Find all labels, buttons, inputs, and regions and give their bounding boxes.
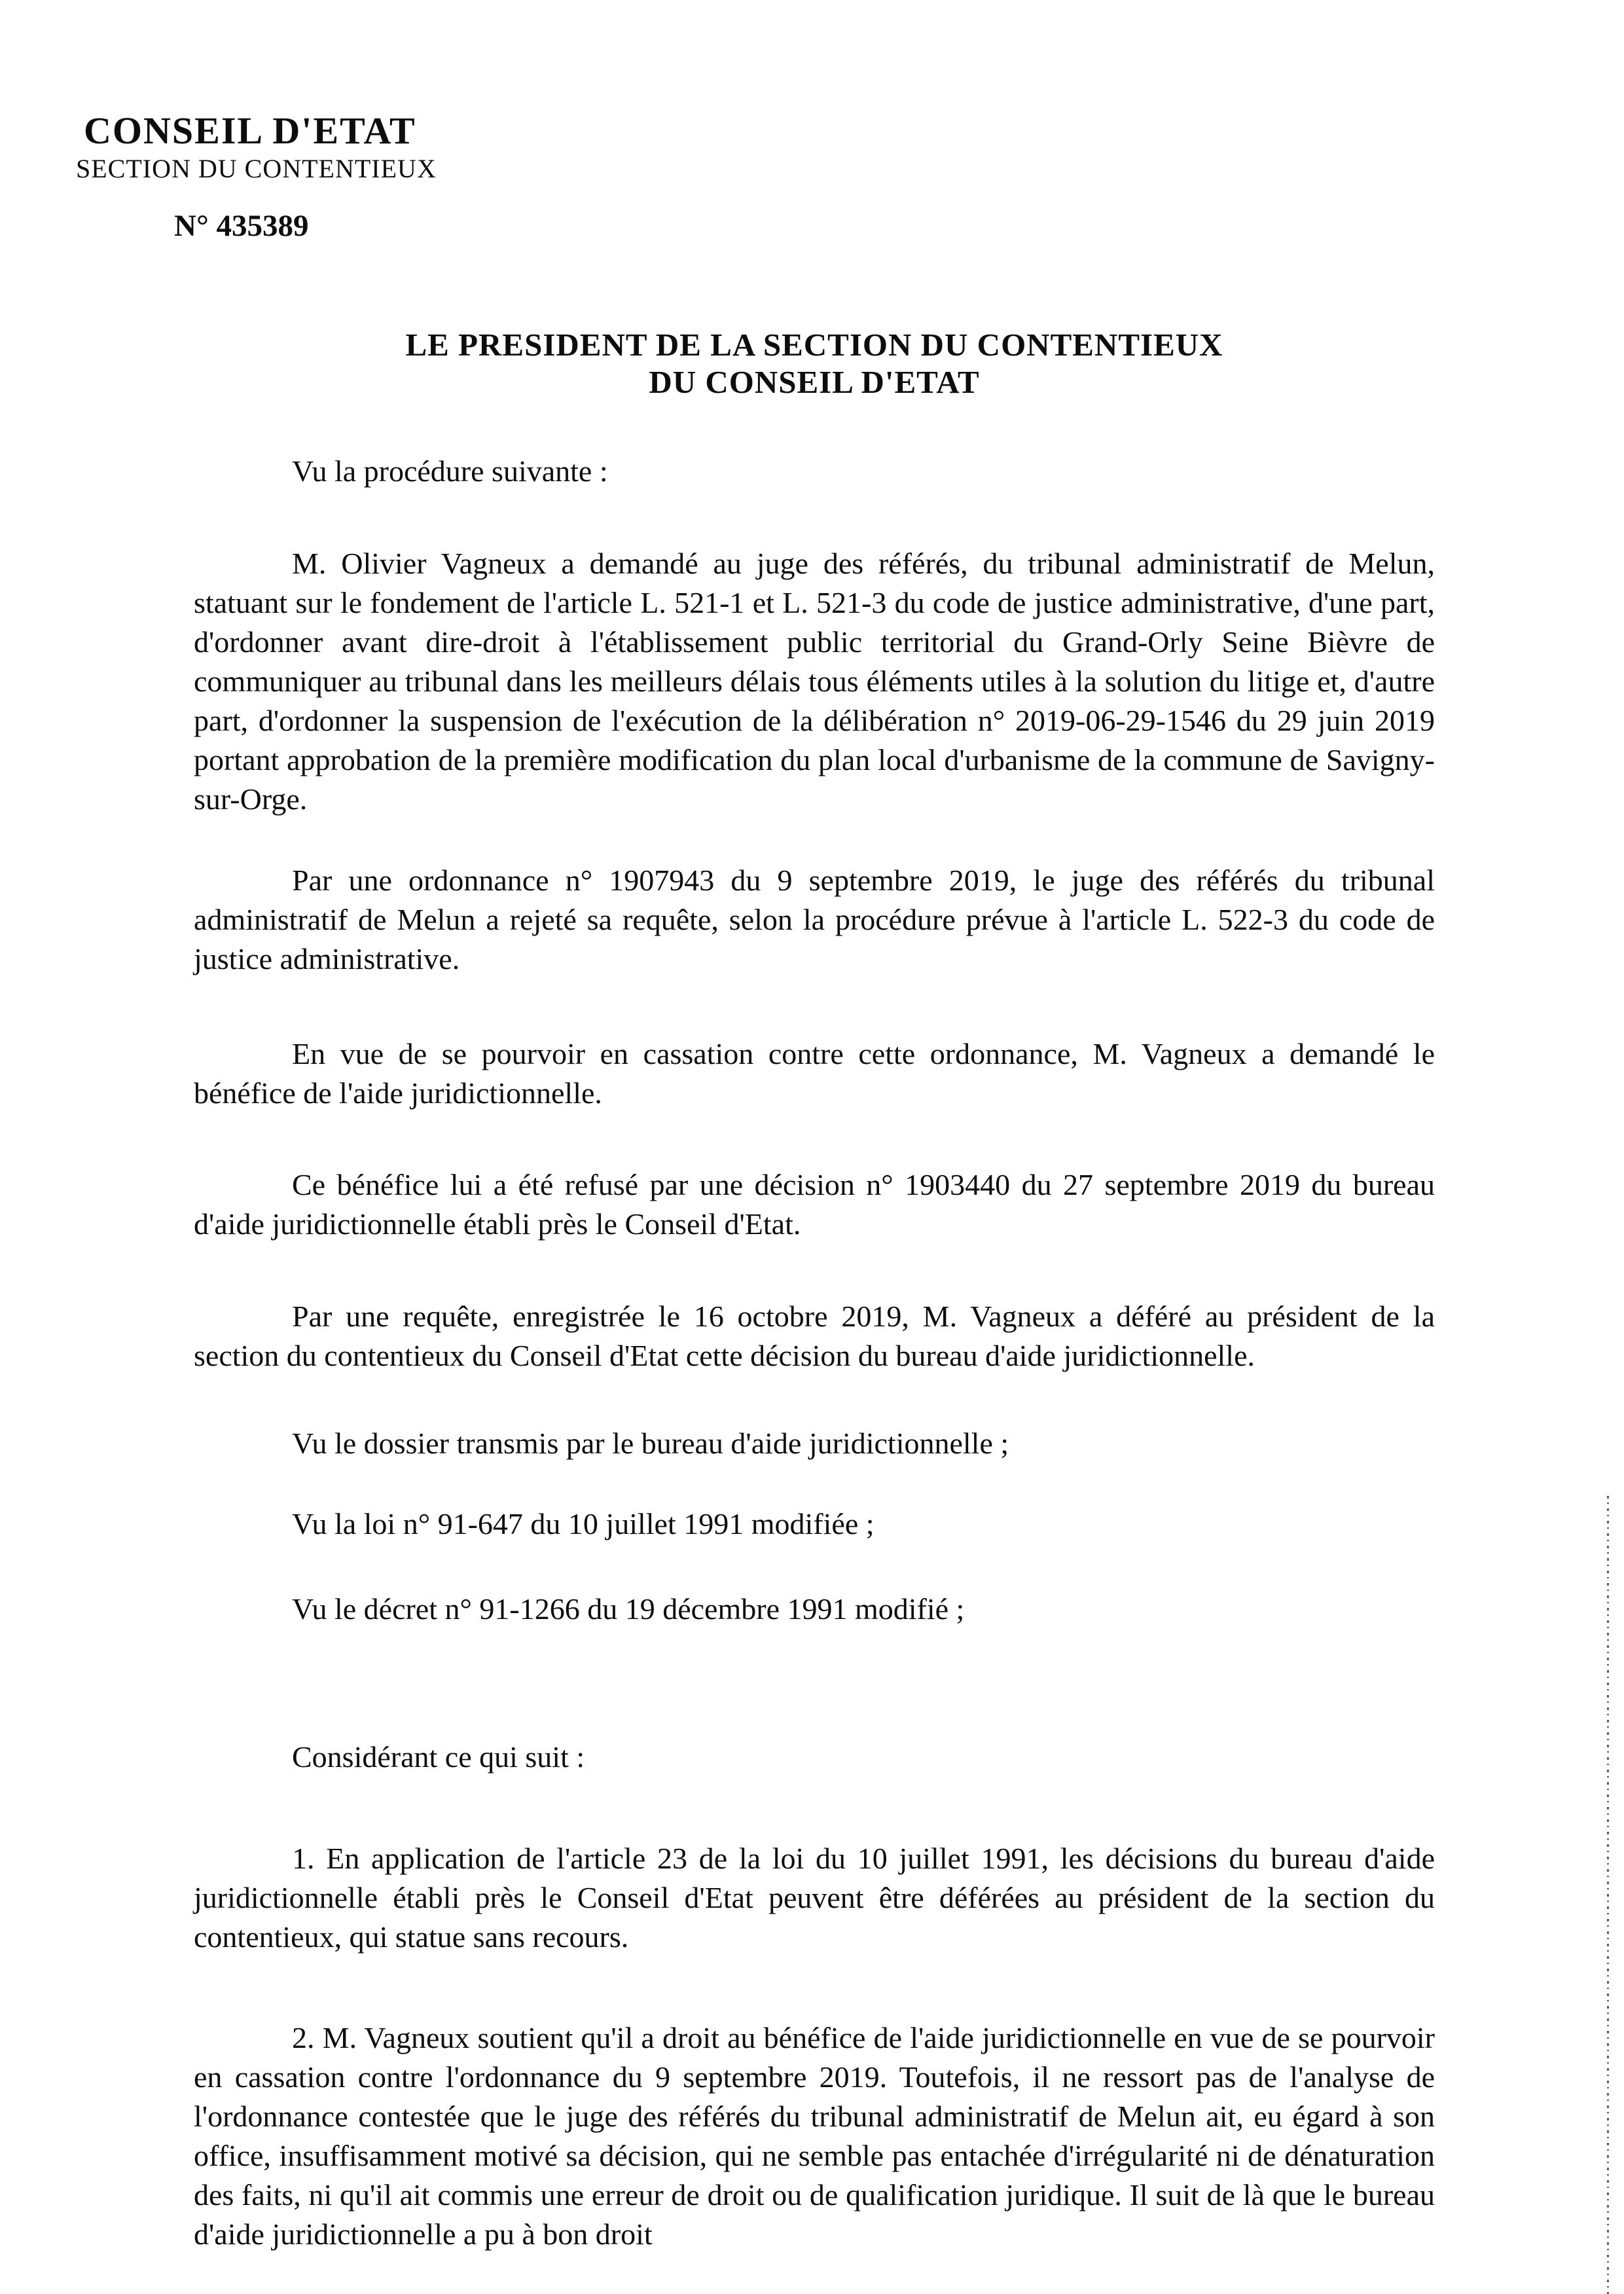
letterhead-subtitle: SECTION DU CONTENTIEUX — [76, 154, 437, 183]
paragraph-visa-dossier: Vu le dossier transmis par le bureau d'aide juridictionnelle ; — [292, 1427, 1009, 1460]
paragraph-facts-4: Ce bénéfice lui a été refusé par une décision n° 1903440 du 27 septembre 2019 du bureau d'aide juridictionnelle établi près le Conseil d'Etat. — [194, 1168, 1435, 1241]
paragraph-visa-loi: Vu la loi n° 91-647 du 10 juillet 1991 modifiée ; — [292, 1507, 875, 1540]
paragraph-facts-5: Par une requête, enregistrée le 16 octobre 2019, M. Vagneux a déféré au président de la section du contentieux du Conseil d'Etat cette décision du bureau d'aide juridictionnelle. — [194, 1300, 1435, 1372]
paragraph-motif-1: 1. En application de l'article 23 de la loi du 10 juillet 1991, les décisions du bureau d'aide juridictionnelle établi près le Conseil d'Etat peuvent être déférées au président de la section du contentieux, qui statue sans recours. — [194, 1842, 1435, 1954]
paragraph-facts-1: M. Olivier Vagneux a demandé au juge des référés, du tribunal administratif de Melun, statuant sur le fondement de l'article L. 521-1 et L. 521-3 du code de justice administrative, d'une part, d'ordonner avant dire-droit à l'établissement public territorial du Grand-Orly Seine Bièvre de communiquer au tribunal dans les meilleurs délais tous éléments utiles à la solution du litige et, d'autre part, d'ordonner la suspension de l'exécution de la délibération n° 2019-06-29-1546 du 29 juin 2019 portant approbation de la première modification du plan local d'urbanisme de la commune de Savigny-sur-Orge. — [194, 547, 1435, 816]
paragraph-considerant-heading: Considérant ce qui suit : — [292, 1740, 585, 1774]
paragraph-visa-decret: Vu le décret n° 91-1266 du 19 décembre 1991 modifié ; — [292, 1592, 965, 1626]
decision-title — [194, 326, 1435, 401]
paragraph-motif-2: 2. M. Vagneux soutient qu'il a droit au bénéfice de l'aide juridictionnelle en vue de se pourvoir en cassation contre l'ordonnance du 9 septembre 2019. Toutefois, il ne ressort pas de l'analyse de l'ordonnance contestée que le juge des référés du tribunal administratif de Melun ait, eu égard à son office, insuffisamment motivé sa décision, qui ne semble pas entachée d'irrégularité ni de dénaturation des faits, ni qu'il ait commis une erreur de droit ou de qualification juridique. Il suit de là que le bureau d'aide juridictionnelle a pu à bon droit — [194, 2021, 1435, 2251]
paragraph-intro-visa: Vu la procédure suivante : — [292, 454, 608, 488]
document-body — [194, 452, 1435, 2254]
decision-title-line2: DU CONSEIL D'ETAT — [649, 364, 980, 400]
decision-title-line1: LE PRESIDENT DE LA SECTION DU CONTENTIEUX — [405, 327, 1223, 363]
scan-artifact-dotted-line — [1607, 1496, 1609, 2294]
paragraph-facts-2: Par une ordonnance n° 1907943 du 9 septembre 2019, le juge des référés du tribunal administratif de Melun a rejeté sa requête, selon la procédure prévue à l'article L. 522-3 du code de justice administrative. — [194, 864, 1435, 975]
paragraph-facts-3: En vue de se pourvoir en cassation contre cette ordonnance, M. Vagneux a demandé le bénéfice de l'aide juridictionnelle. — [194, 1037, 1435, 1110]
letterhead-title: CONSEIL D'ETAT — [84, 109, 416, 152]
case-number: N° 435389 — [174, 209, 309, 243]
